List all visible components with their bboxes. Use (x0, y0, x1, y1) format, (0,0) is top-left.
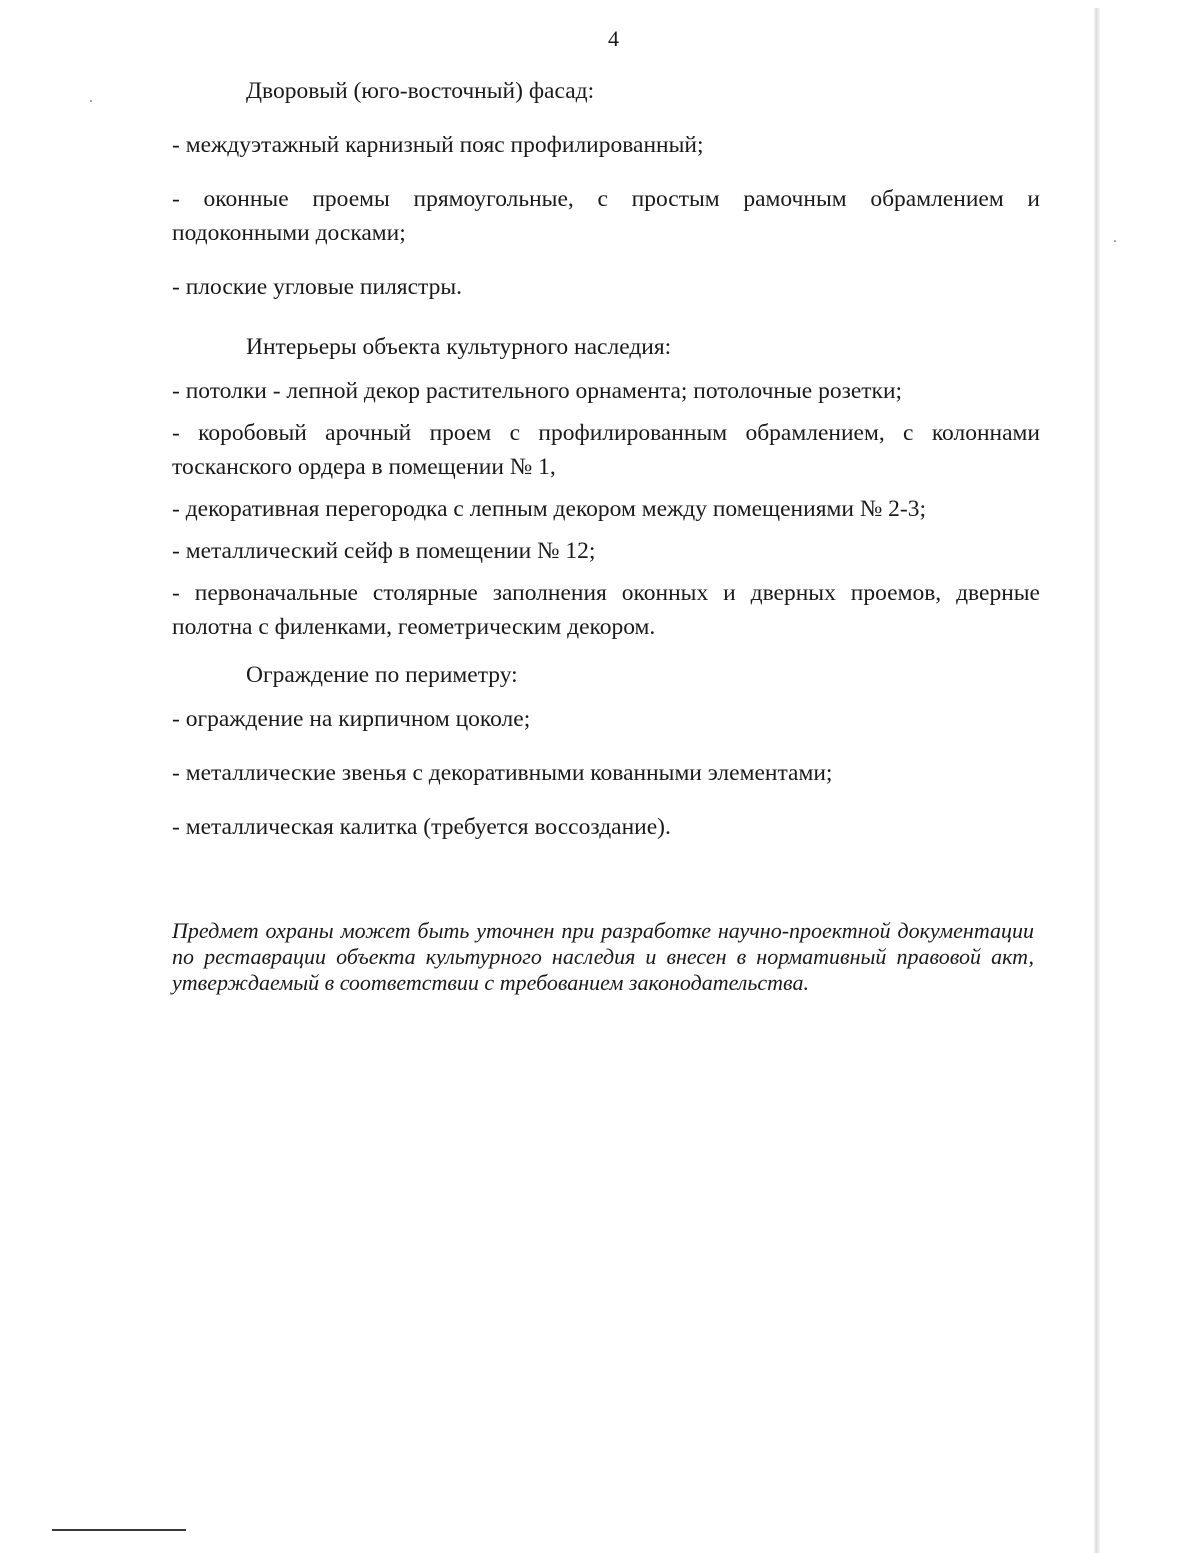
section-heading-fence: Ограждение по периметру: (246, 662, 518, 688)
section-heading-courtyard-facade: Дворовый (юго-восточный) фасад: (246, 78, 595, 104)
scan-right-edge (1094, 8, 1100, 1553)
protection-note: Предмет охраны может быть уточнен при разработке научно-проектной документации по реставрации объекта культурного наследия и внесен в нормативный правовой акт, утверждаемый в соответствии с требованием законодательства. (172, 918, 1034, 995)
list-item: - металлический сейф в помещении № 12; (172, 538, 596, 564)
section-heading-interiors: Интерьеры объекта культурного наследия: (246, 334, 672, 360)
list-item: - первоначальные столярные заполнения оконных и дверных проемов, дверные полотна с филенками, геометрическим декором. (172, 580, 1040, 640)
footnote-rule (52, 1529, 186, 1531)
scan-speck (90, 100, 92, 102)
list-item: - металлическая калитка (требуется воссоздание). (172, 814, 671, 840)
scan-speck (1114, 240, 1116, 242)
list-item: - ограждение на кирпичном цоколе; (172, 706, 531, 732)
list-item: - междуэтажный карнизный пояс профилированный; (172, 132, 704, 158)
page-number: 4 (608, 26, 619, 51)
list-item: - декоративная перегородка с лепным декором между помещениями № 2-3; (172, 496, 926, 522)
document-body (172, 74, 1040, 864)
list-item: - потолки - лепной декор растительного орнамента; потолочные розетки; (172, 378, 903, 404)
list-item: - оконные проемы прямоугольные, с простым рамочным обрамлением и подоконными досками; (172, 186, 1040, 246)
list-item: - плоские угловые пилястры. (172, 274, 463, 300)
list-item: - металлические звенья с декоративными кованными элементами; (172, 760, 833, 786)
list-item: - коробовый арочный проем с профилированным обрамлением, с колоннами тосканского ордера в помещении № 1, (172, 420, 1040, 480)
